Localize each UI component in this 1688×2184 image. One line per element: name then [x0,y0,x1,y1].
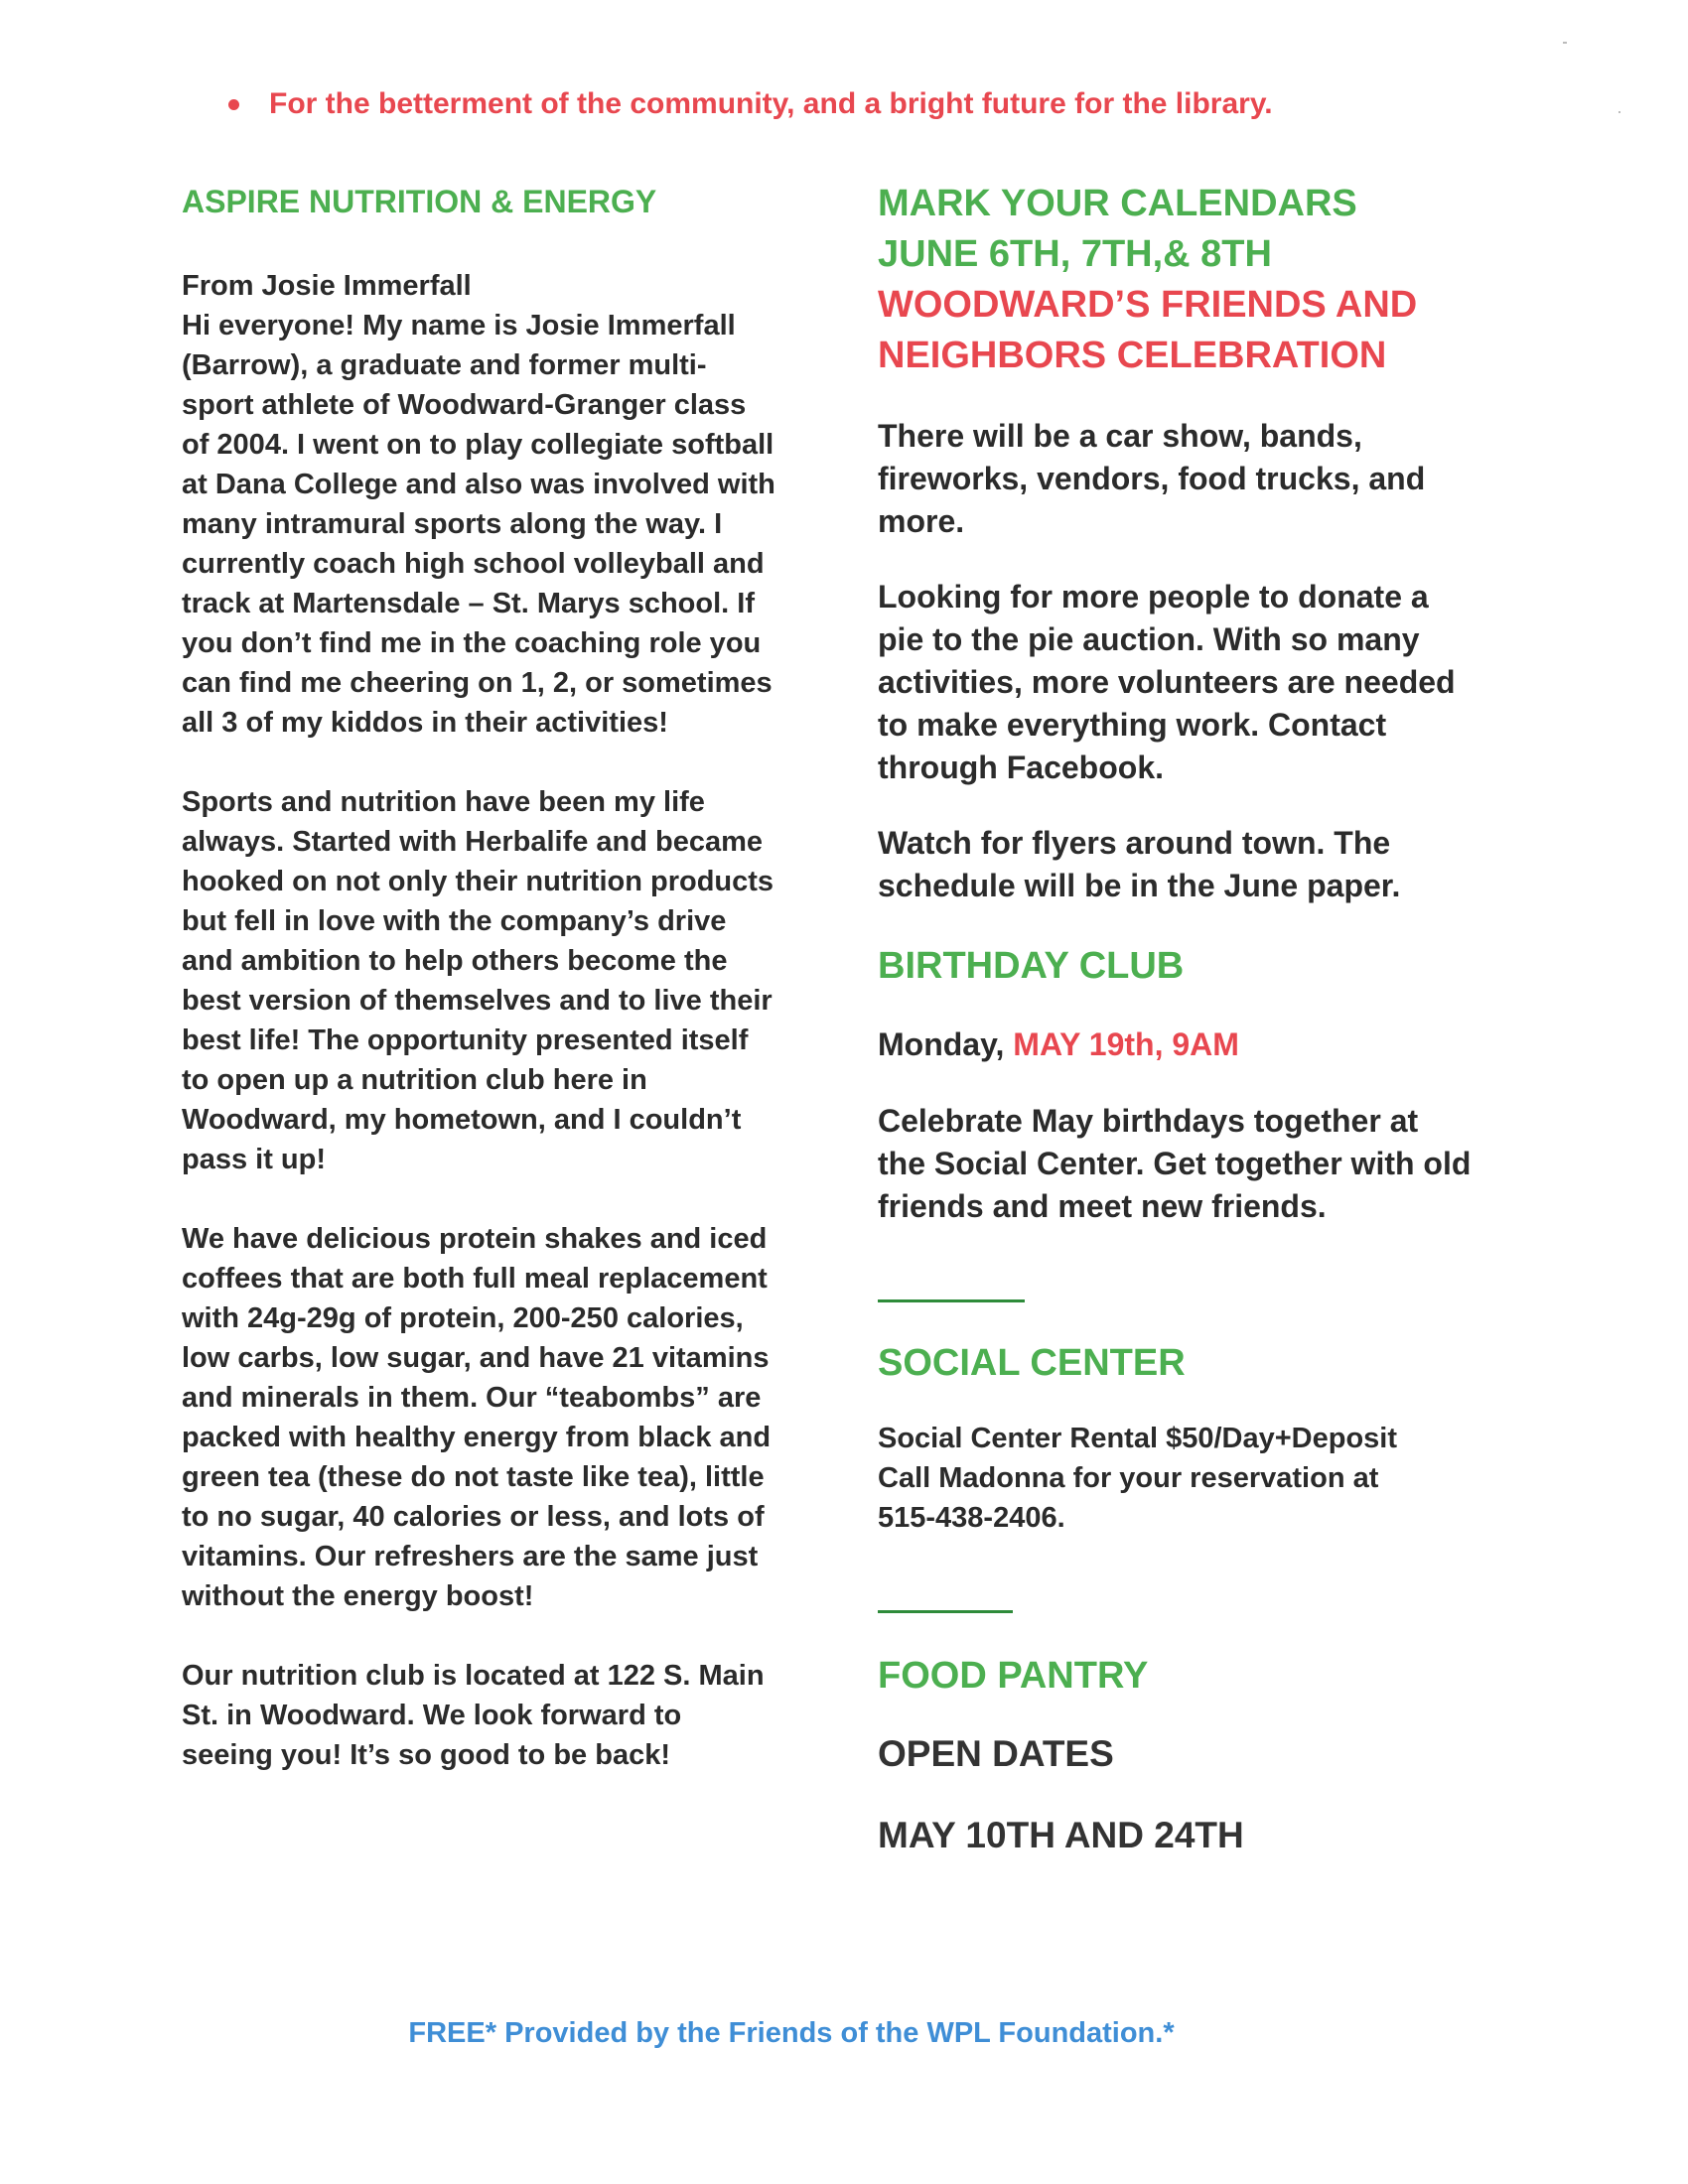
pantry-dates: MAY 10TH AND 24TH [878,1815,1244,1855]
social-heading: SOCIAL CENTER [878,1342,1186,1384]
scan-speck [1563,42,1567,44]
social-details [878,1419,1474,1538]
social-line-2: Call Madonna for your reservation at [878,1462,1379,1494]
aspire-paragraph-1: Hi everyone! My name is Josie Immerfall (Barrow), a graduate and former multi-sport athlete of Woodward-Granger class of 2004. I went on to play collegiate softball at Dana College and also was involved with many intramural sports along the way. I currently coach high school volleyball and track at Martensdale – St. Marys school. If you don’t find me in the coaching role you can find me cheering on 1, 2, or sometimes all 3 of my kiddos in their activities! [182,310,775,739]
top-bullet-line [228,87,1273,121]
calendar-paragraph-3: Watch for flyers around town. The schedule will be in the June paper. [878,825,1401,903]
aspire-paragraph-2: Sports and nutrition have been my life always. Started with Herbalife and became hooked on not only their nutrition products but fell in love with the company’s drive and ambition to help others become the best version of themselves and to live their best life! The opportunity presented itself to open up a nutrition club here in Woodward, my hometown, and I couldn’t pass it up! [182,786,774,1175]
calendar-line-3: WOODWARD’S FRIENDS AND [878,284,1418,326]
birthday-date: MAY 19th, 9AM [1013,1026,1239,1062]
right-column [878,179,1474,1856]
aspire-heading: ASPIRE NUTRITION & ENERGY [182,184,657,219]
birthday-date-line [878,1024,1474,1066]
footer-note: FREE* Provided by the Friends of the WPL Foundation.* [408,2017,1175,2049]
divider-rule [878,1610,1013,1613]
calendar-line-1: MARK YOUR CALENDARS [878,183,1357,224]
calendar-line-4: NEIGHBORS CELEBRATION [878,335,1387,376]
social-line-1: Social Center Rental $50/Day+Deposit [878,1423,1398,1454]
calendar-line-2: JUNE 6TH, 7TH,& 8TH [878,233,1272,275]
top-bullet-text: For the betterment of the community, and a bright future for the library. [269,87,1273,120]
pantry-heading: FOOD PANTRY [878,1655,1149,1697]
calendar-heading [878,179,1474,381]
left-column [182,179,777,1775]
aspire-from: From Josie Immerfall [182,270,472,302]
divider-rule [878,1299,1025,1302]
calendar-paragraph-1: There will be a car show, bands, fireworks, vendors, food trucks, and more. [878,418,1426,539]
aspire-paragraph-3: We have delicious protein shakes and iced coffees that are both full meal replacement with 24g-29g of protein, 200-250 calories, low carbs, low sugar, and have 21 vitamins and minerals in them. Our “teabombs” are packed with healthy energy from black and green tea (these do not taste like tea), little to no sugar, 40 calories or less, and lots of vitamins. Our refreshers are the same just without the energy boost! [182,1223,772,1612]
bullet-icon [228,99,239,110]
birthday-paragraph: Celebrate May birthdays together at the Social Center. Get together with old friends and meet new friends. [878,1103,1472,1224]
pantry-open-dates-label: OPEN DATES [878,1733,1114,1774]
scan-speck [1618,111,1620,113]
birthday-heading: BIRTHDAY CLUB [878,945,1185,987]
social-line-3: 515-438-2406. [878,1502,1065,1534]
aspire-paragraph-4: Our nutrition club is located at 122 S. Main St. in Woodward. We look forward to seeing you! It’s so good to be back! [182,1660,765,1771]
birthday-day: Monday, [878,1026,1005,1062]
calendar-paragraph-2: Looking for more people to donate a pie to the pie auction. With so many activities, more volunteers are needed to make everything work. Contact through Facebook. [878,579,1456,785]
